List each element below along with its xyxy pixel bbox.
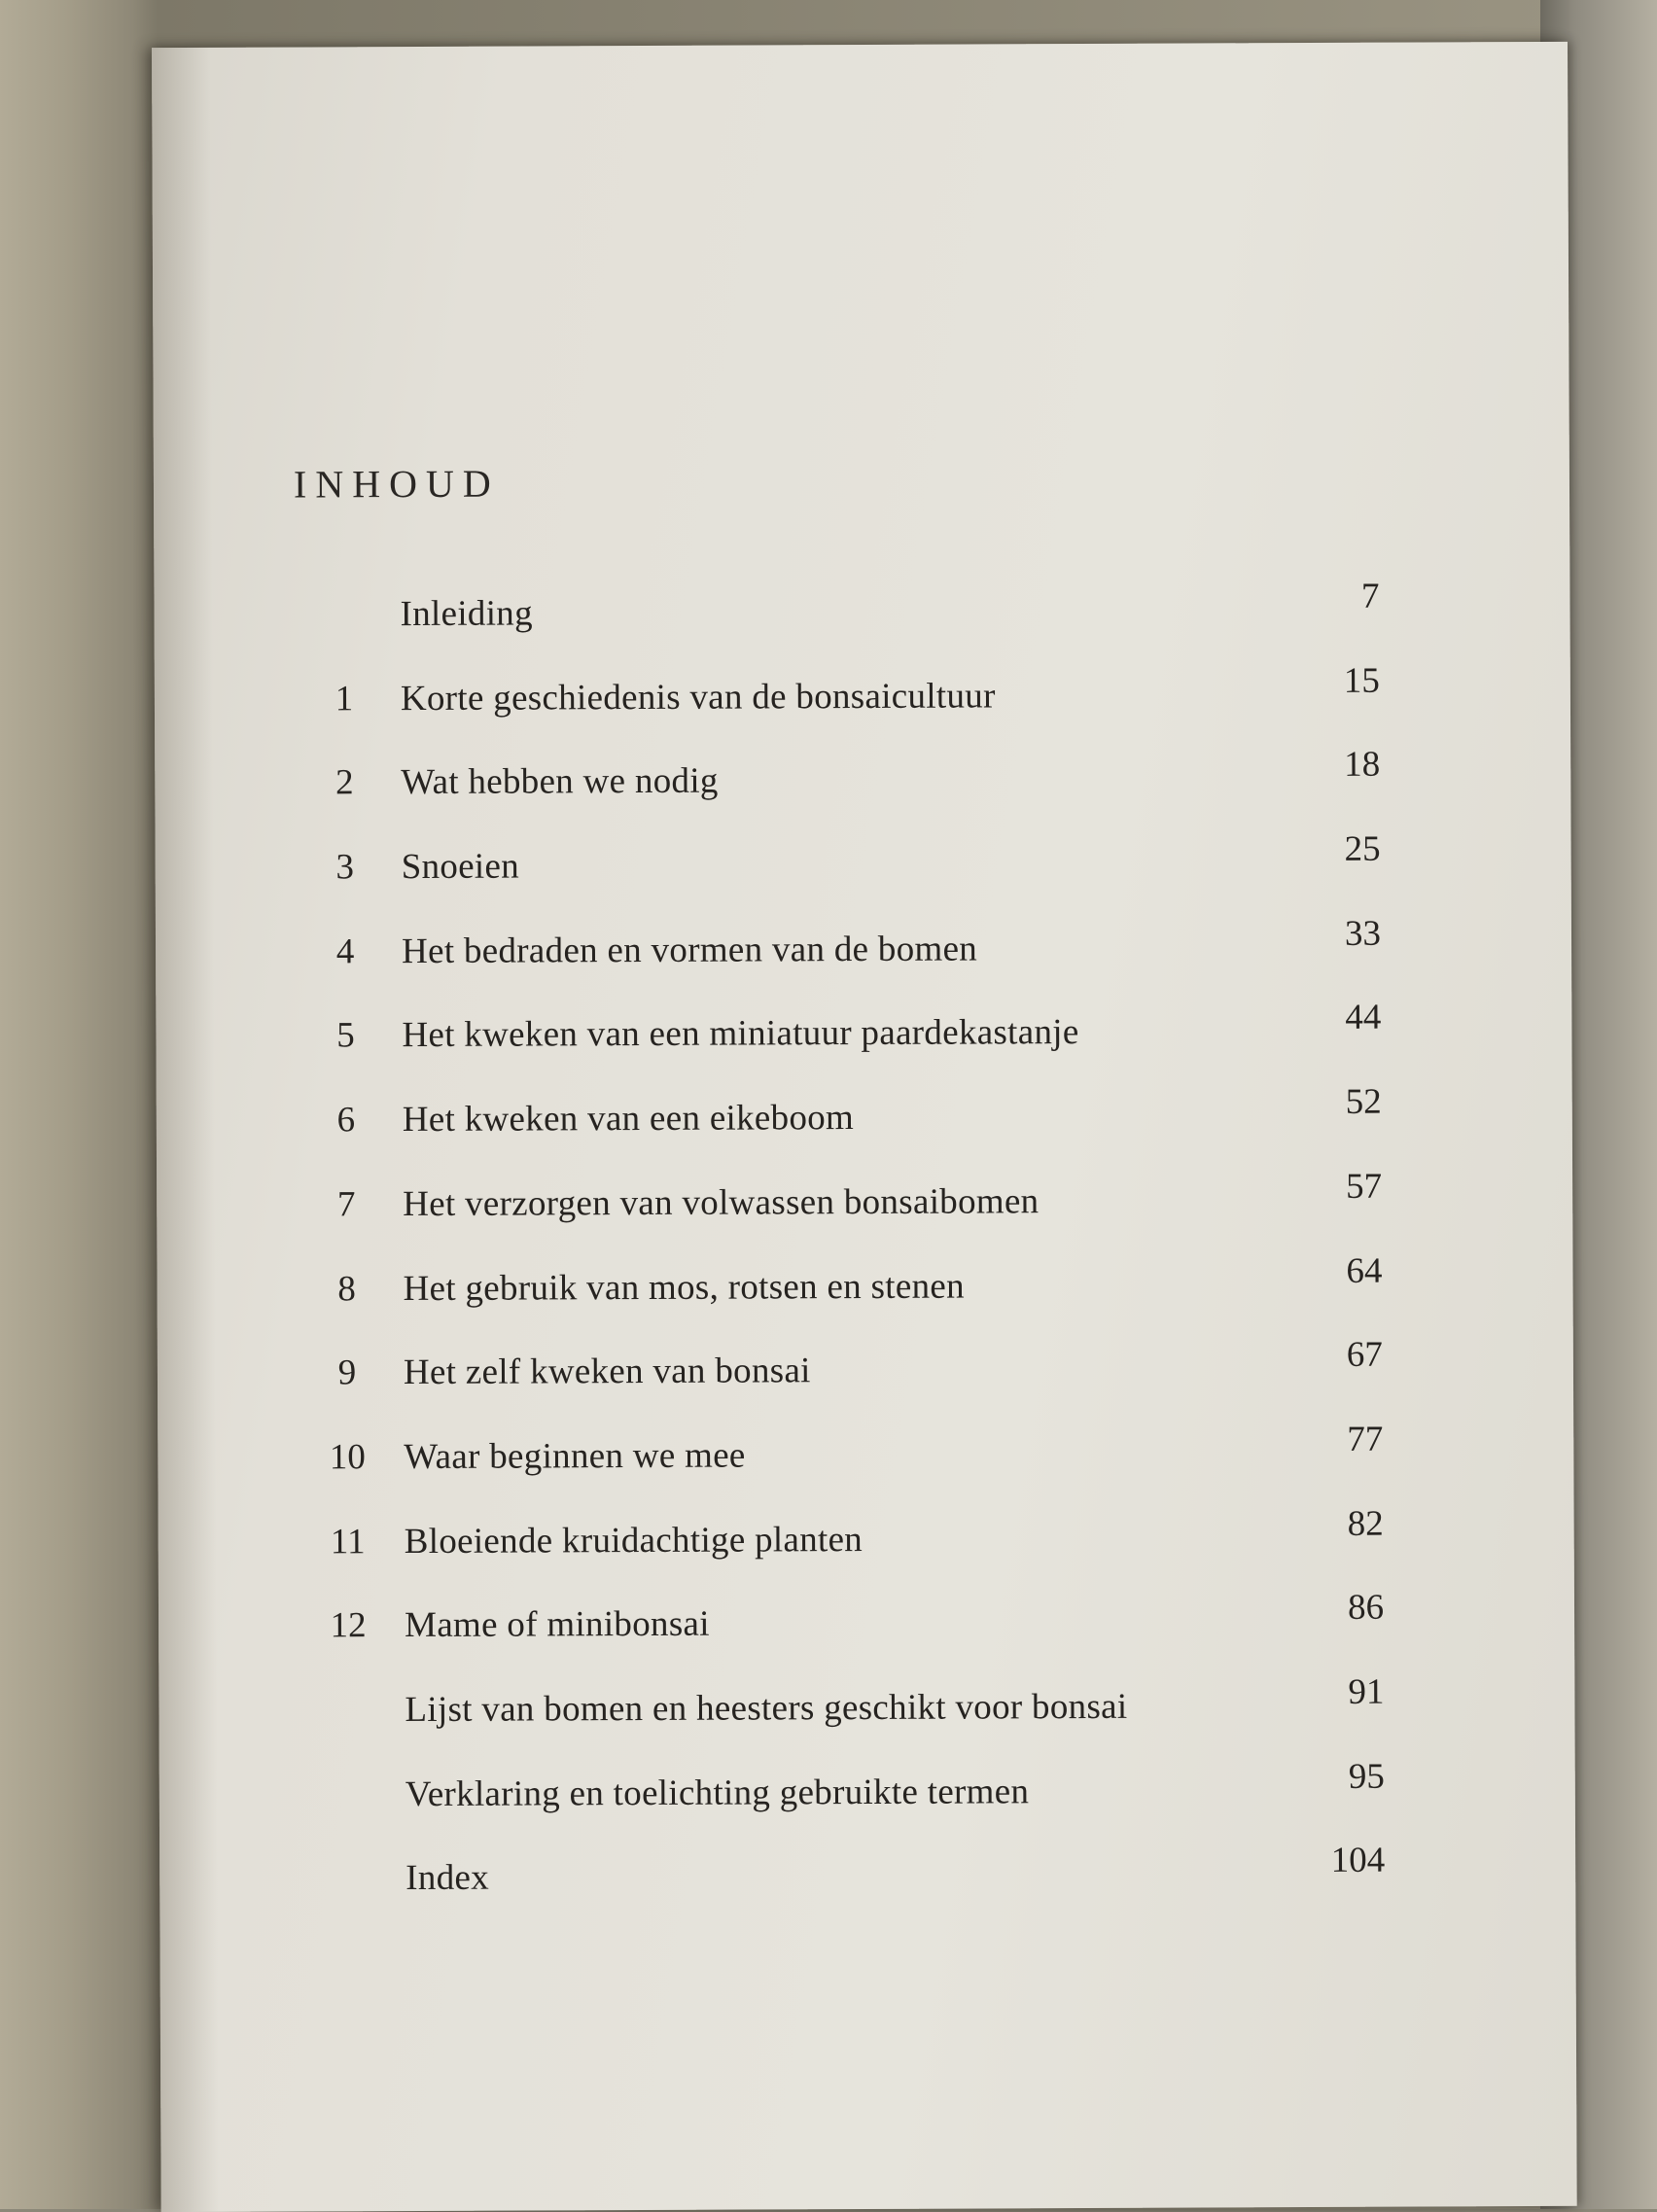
chapter-title: Het verzorgen van volwassen bonsaibomen: [403, 1180, 1039, 1225]
toc-entry: [296, 1755, 1385, 1844]
page-number: 25: [1345, 828, 1381, 870]
page-number: 44: [1345, 997, 1381, 1038]
page-number: 82: [1348, 1502, 1384, 1544]
page-number: 52: [1346, 1081, 1382, 1123]
chapter-number: 12: [295, 1604, 402, 1646]
chapter-title: Bloeiende kruidachtige planten: [405, 1519, 864, 1562]
chapter-title: Snoeien: [402, 846, 519, 889]
chapter-title: Het kweken van een eikeboom: [403, 1097, 854, 1141]
chapter-number: 2: [291, 761, 398, 803]
chapter-title: Verklaring en toelichting gebruikte termen: [405, 1771, 1030, 1815]
toc-entry: [292, 828, 1381, 918]
chapter-title: Waar beginnen we mee: [404, 1434, 745, 1478]
page-number: 67: [1347, 1334, 1383, 1376]
chapter-number: 5: [292, 1015, 399, 1057]
chapter-title: Korte geschiedenis van de bonsaicultuur: [401, 675, 996, 720]
toc-entry: [293, 1165, 1382, 1254]
toc-heading: INHOUD: [294, 461, 500, 508]
toc-entry: [295, 1502, 1384, 1592]
chapter-number: 11: [295, 1521, 402, 1562]
page-number: 18: [1344, 744, 1380, 786]
toc-entry: [295, 1671, 1384, 1761]
book-page: [152, 42, 1577, 2212]
page-number: 64: [1346, 1249, 1382, 1291]
page-number: 7: [1361, 576, 1380, 617]
page-number: 95: [1349, 1755, 1385, 1797]
chapter-number: 3: [292, 846, 399, 888]
chapter-title: Het kweken van een miniatuur paardekastanje: [402, 1011, 1078, 1056]
chapter-title: Wat hebben we nodig: [401, 760, 719, 803]
chapter-number: 4: [292, 930, 399, 972]
chapter-number: 7: [293, 1183, 400, 1225]
page-number: 33: [1345, 912, 1381, 954]
page-number: 77: [1347, 1419, 1383, 1460]
chapter-title: Het bedraden en vormen van de bomen: [402, 928, 977, 972]
toc-entry: [293, 1081, 1382, 1171]
toc-entry: [294, 1419, 1383, 1508]
page-number: 15: [1344, 659, 1380, 701]
toc-entry: [292, 912, 1381, 1001]
table-of-contents: [290, 576, 1385, 1929]
chapter-number: 1: [291, 678, 398, 720]
chapter-number: 10: [294, 1436, 401, 1478]
page-gutter-shadow: [152, 48, 220, 2212]
chapter-number: 6: [293, 1099, 400, 1141]
page-number: 86: [1348, 1587, 1384, 1629]
toc-entry: [292, 997, 1381, 1086]
chapter-title: Het gebruik van mos, rotsen en stenen: [403, 1265, 964, 1310]
page-number: 104: [1331, 1840, 1386, 1881]
page-number: 91: [1348, 1671, 1384, 1713]
toc-entry: [290, 576, 1379, 665]
chapter-title: Lijst van bomen en heesters geschikt voor bonsai: [405, 1686, 1127, 1731]
page-number: 57: [1346, 1165, 1382, 1207]
chapter-number: 8: [293, 1268, 400, 1310]
toc-entry: [291, 744, 1380, 833]
toc-entry: [296, 1840, 1385, 1929]
chapter-title: Mame of minibonsai: [405, 1603, 710, 1646]
chapter-title: Het zelf kweken van bonsai: [404, 1350, 811, 1393]
chapter-title: Index: [405, 1857, 489, 1899]
toc-entry: [291, 659, 1380, 749]
toc-entry: [293, 1249, 1382, 1339]
chapter-number: 9: [294, 1352, 401, 1393]
chapter-title: Inleiding: [400, 592, 532, 635]
toc-entry: [295, 1587, 1384, 1676]
toc-entry: [294, 1334, 1383, 1423]
